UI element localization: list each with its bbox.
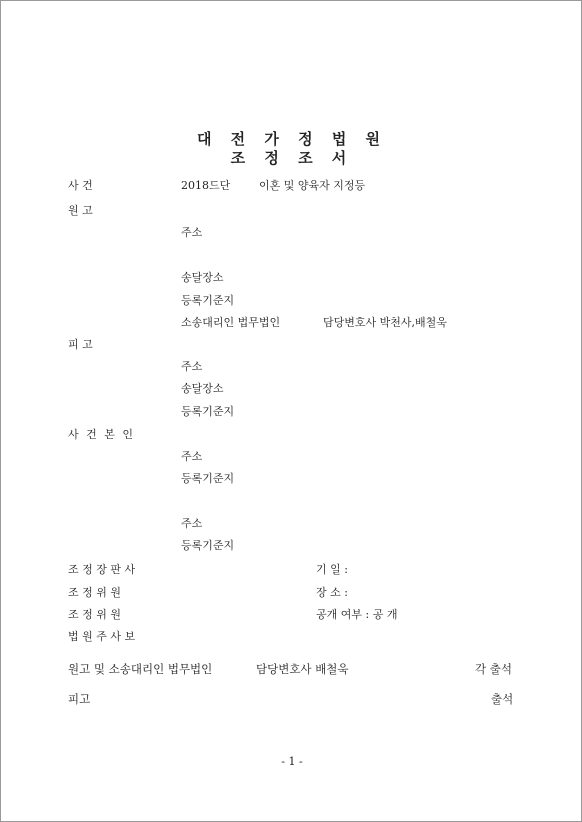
principal-address-2: 주소 bbox=[181, 517, 203, 530]
page-number: - 1 - bbox=[281, 755, 303, 768]
attendance-plaintiff-status: 각 출석 bbox=[475, 662, 512, 676]
session-date: 기 일 : bbox=[316, 563, 348, 576]
case-name: 이혼 및 양육자 지정등 bbox=[259, 179, 366, 192]
plaintiff-service-place: 송달장소 bbox=[181, 271, 224, 284]
plaintiff-agent: 소송대리인 법무법인 bbox=[181, 316, 281, 329]
plaintiff-address: 주소 bbox=[181, 226, 203, 239]
session-public: 공개 여부 : 공 개 bbox=[316, 608, 398, 621]
defendant-label: 피 고 bbox=[68, 338, 93, 351]
mediation-judge-label: 조 정 장 판 사 bbox=[68, 563, 136, 576]
plaintiff-label: 원 고 bbox=[68, 204, 93, 217]
principal-address-1: 주소 bbox=[181, 450, 203, 463]
plaintiff-agent-lawyers: 담당변호사 박천사,배철욱 bbox=[323, 316, 447, 329]
plaintiff-registry: 등록기준지 bbox=[181, 294, 235, 307]
attendance-defendant-status: 출석 bbox=[491, 692, 514, 706]
defendant-address: 주소 bbox=[181, 360, 203, 373]
principal-registry-2: 등록기준지 bbox=[181, 539, 235, 552]
document-title: 조 정 조 서 bbox=[230, 149, 354, 167]
defendant-registry: 등록기준지 bbox=[181, 405, 235, 418]
session-place: 장 소 : bbox=[316, 586, 348, 599]
defendant-service-place: 송달장소 bbox=[181, 382, 224, 395]
mediation-member-label-2: 조 정 위 원 bbox=[68, 608, 121, 621]
case-number: 2018드단 bbox=[181, 179, 231, 192]
attendance-defendant: 피고 bbox=[68, 692, 91, 706]
court-clerk-label: 법 원 주 사 보 bbox=[68, 630, 136, 643]
attendance-lawyer: 담당변호사 배철욱 bbox=[256, 662, 349, 676]
mediation-member-label-1: 조 정 위 원 bbox=[68, 586, 121, 599]
court-name: 대 전 가 정 법 원 bbox=[196, 130, 388, 148]
attendance-plaintiff: 원고 및 소송대리인 법무법인 bbox=[68, 662, 213, 676]
principal-label: 사 건 본 인 bbox=[68, 428, 135, 441]
principal-registry-1: 등록기준지 bbox=[181, 472, 235, 485]
case-label: 사 건 bbox=[68, 179, 93, 192]
